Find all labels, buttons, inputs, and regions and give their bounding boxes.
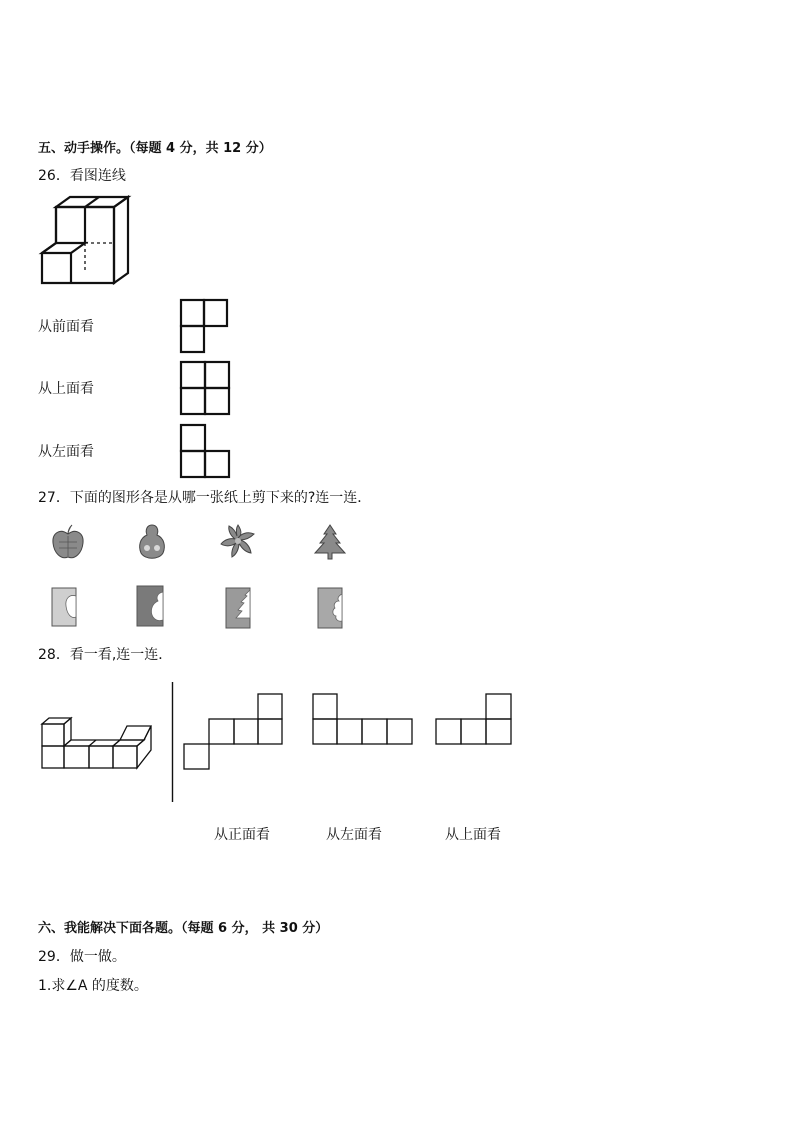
- question-26-label: 26．看图连线: [38, 168, 126, 184]
- question-29-label: 29．做一做。: [38, 949, 126, 965]
- flower-icon[interactable]: [220, 523, 256, 559]
- paper-flower-cutout[interactable]: [316, 586, 346, 630]
- q26-view-front-label: 从前面看: [38, 319, 94, 335]
- q26-view-grid-3[interactable]: [180, 424, 232, 478]
- gourd-icon[interactable]: [135, 522, 169, 562]
- q26-view-left-label: 从左面看: [38, 444, 94, 460]
- question-29-sub-1: 1.求∠A 的度数。: [38, 978, 148, 994]
- q28-divider-line: [171, 682, 175, 804]
- q28-view-left-label: 从左面看: [326, 827, 382, 843]
- section-five-title: 五、动手操作。（每题 4 分，共 12 分）: [38, 141, 272, 156]
- q26-view-top-label: 从上面看: [38, 381, 94, 397]
- q28-view-front-label: 从正面看: [214, 827, 270, 843]
- question-28-label: 28．看一看,连一连．: [38, 647, 173, 663]
- apple-icon[interactable]: [50, 524, 86, 562]
- q28-cube-arrangement-figure: [40, 716, 156, 772]
- paper-gourd-cutout[interactable]: [135, 584, 167, 628]
- paper-apple-cutout[interactable]: [50, 586, 80, 628]
- paper-tree-cutout[interactable]: [224, 586, 254, 630]
- q26-stacked-cubes-figure: [40, 195, 130, 291]
- q28-view-grid-1[interactable]: [182, 692, 286, 772]
- q26-view-grid-1[interactable]: [180, 299, 230, 353]
- q26-view-grid-2[interactable]: [180, 361, 232, 415]
- question-27-label: 27．下面的图形各是从哪一张纸上剪下来的?连一连．: [38, 490, 372, 506]
- pine-tree-icon[interactable]: [312, 523, 348, 561]
- section-six-title: 六、我能解决下面各题。（每题 6 分， 共 30 分）: [38, 921, 329, 936]
- q28-view-grid-3[interactable]: [435, 692, 515, 748]
- q28-view-grid-2[interactable]: [312, 692, 416, 748]
- q28-view-top-label: 从上面看: [445, 827, 501, 843]
